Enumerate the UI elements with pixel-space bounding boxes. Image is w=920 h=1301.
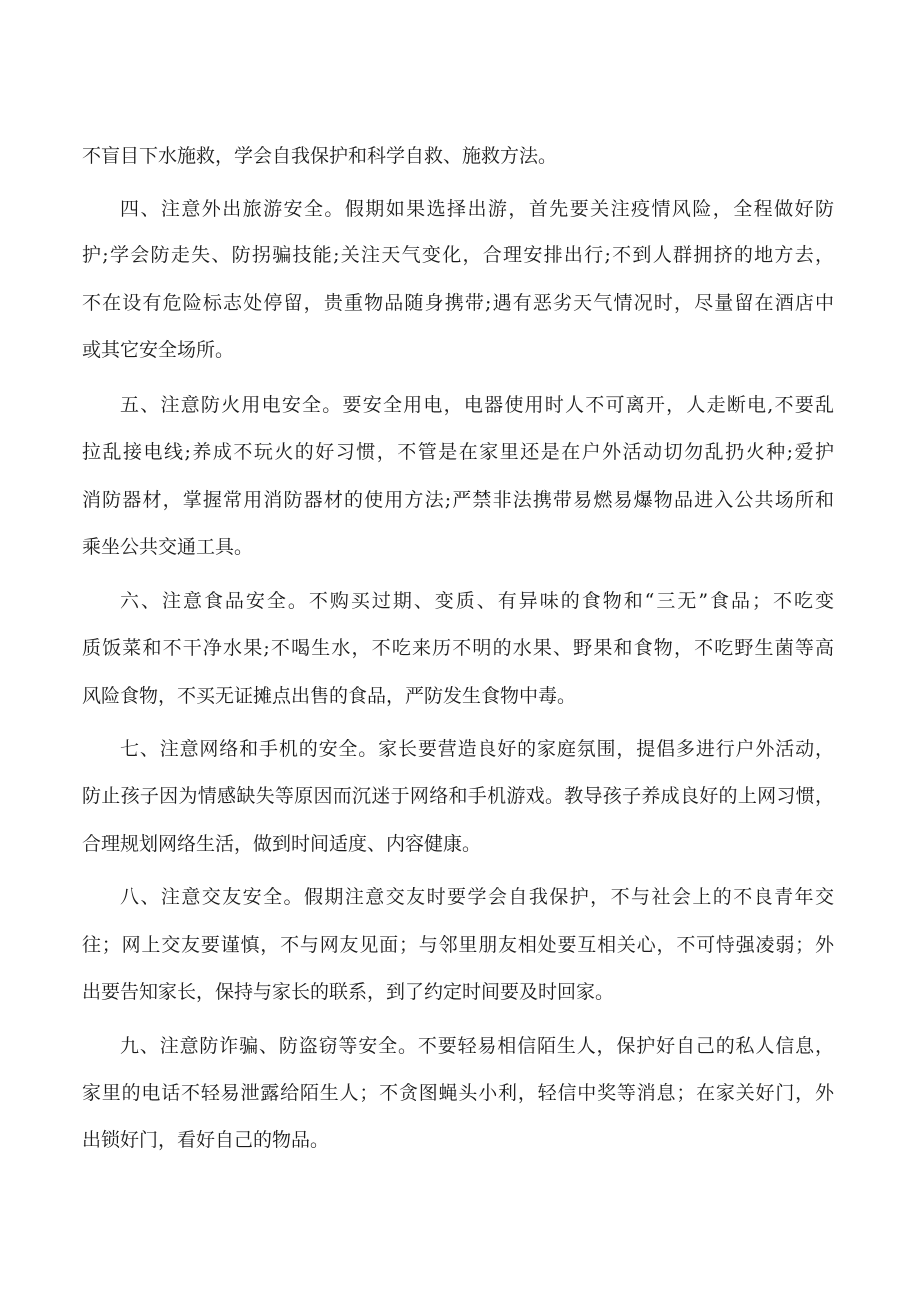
paragraph-line: 护;学会防走失、防拐骗技能;关注天气变化，合理安排出行;不到人群拥挤的地方去， [82,244,834,266]
paragraph-line: 五、注意防火用电安全。要安全用电，电器使用时人不可离开，人走断电,不要乱 [120,394,834,416]
paragraph-line: 往；网上交友要谨慎，不与网友见面；与邻里朋友相处要互相关心，不可恃强凌弱；外 [82,934,834,956]
paragraph-line: 质饭菜和不干净水果;不喝生水，不吃来历不明的水果、野果和食物，不吃野生菌等高 [82,637,834,659]
paragraph-line: 八、注意交友安全。假期注意交友时要学会自我保护，不与社会上的不良青年交 [120,886,834,908]
paragraph-line: 防止孩子因为情感缺失等原因而沉迷于网络和手机游戏。教导孩子养成良好的上网习惯， [82,785,834,807]
paragraph-line: 消防器材，掌握常用消防器材的使用方法;严禁非法携带易燃易爆物品进入公共场所和 [82,489,834,511]
paragraph-line: 七、注意网络和手机的安全。家长要营造良好的家庭氛围，提倡多进行户外活动， [120,738,834,760]
paragraph-line: 四、注意外出旅游安全。假期如果选择出游，首先要关注疫情风险，全程做好防 [120,198,834,220]
paragraph-line: 拉乱接电线;养成不玩火的好习惯，不管是在家里还是在户外活动切勿乱扔火种;爱护 [82,441,834,463]
paragraph-line: 乘坐公共交通工具。 [82,536,254,558]
paragraph-line: 合理规划网络生活，做到时间适度、内容健康。 [82,833,482,855]
paragraph-line: 或其它安全场所。 [82,339,235,361]
paragraph-line: 六、注意食品安全。不购买过期、变质、有异味的食物和“三无”食品；不吃变 [120,590,834,612]
paragraph-line: 家里的电话不轻易泄露给陌生人；不贪图蝇头小利，轻信中奖等消息；在家关好门，外 [82,1082,834,1104]
paragraph-line: 九、注意防诈骗、防盗窃等安全。不要轻易相信陌生人，保护好自己的私人信息， [120,1035,834,1057]
paragraph-line: 出要告知家长，保持与家长的联系，到了约定时间要及时回家。 [82,981,615,1003]
paragraph-line: 出锁好门，看好自己的物品。 [82,1129,330,1151]
paragraph-line: 不盲目下水施救，学会自我保护和科学自救、施救方法。 [82,145,558,167]
paragraph-line: 风险食物，不买无证摊点出售的食品，严防发生食物中毒。 [82,685,577,707]
paragraph-line: 不在设有危险标志处停留，贵重物品随身携带;遇有恶劣天气情况时，尽量留在酒店中 [82,292,834,314]
